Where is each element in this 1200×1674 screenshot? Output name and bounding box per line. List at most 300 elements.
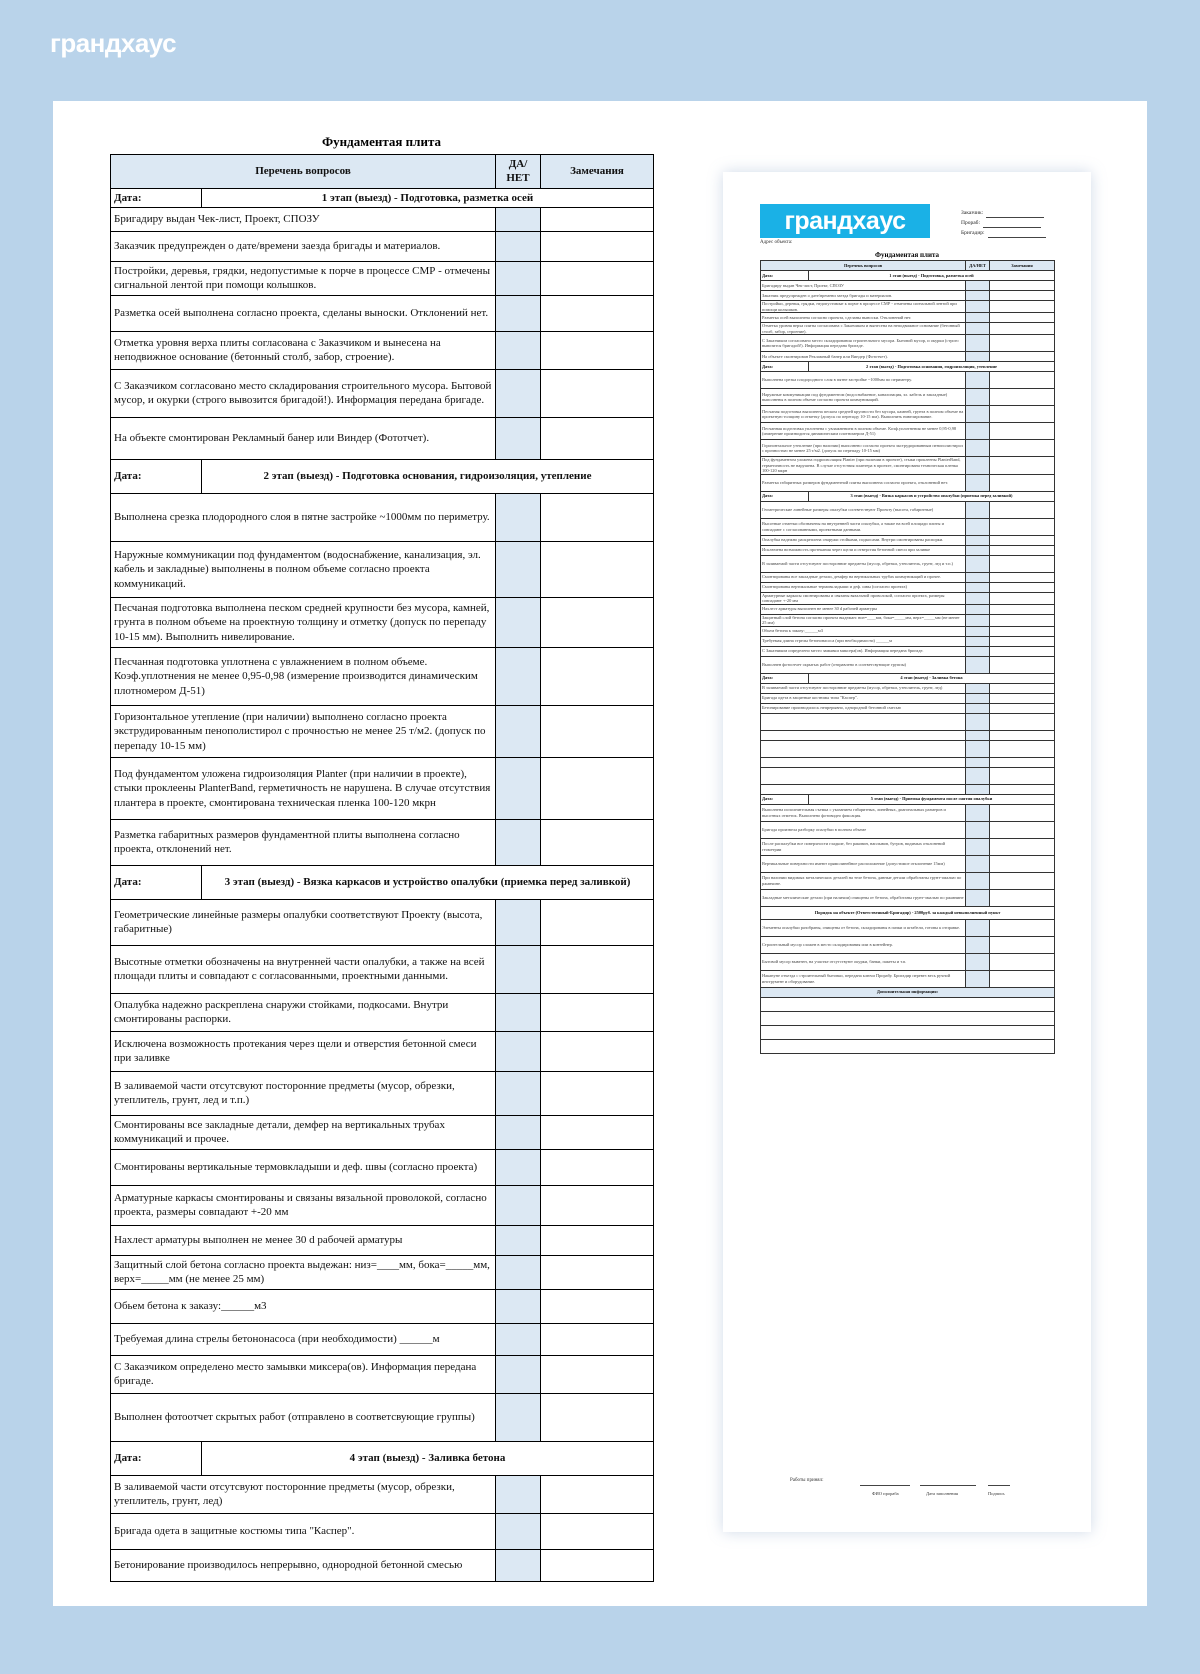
preview-row	[761, 535, 1055, 545]
preview-notes-cell	[990, 518, 1055, 535]
yesno-cell[interactable]	[496, 705, 541, 757]
yesno-cell[interactable]	[496, 261, 541, 295]
preview-notes-cell	[990, 757, 1055, 767]
stage-title: 2 этап (выезд) - Подготовка основания, гидроизоляция, утепление	[202, 459, 654, 493]
notes-cell[interactable]	[541, 819, 654, 865]
table-header	[111, 155, 654, 189]
preview-notes-cell	[990, 953, 1055, 970]
yesno-cell[interactable]	[496, 1225, 541, 1255]
preview-yesno-cell	[966, 767, 990, 784]
yesno-cell[interactable]	[496, 597, 541, 647]
preview-question: Бригада одета в защитные костюмы типа "Каспер".	[761, 693, 966, 703]
notes-cell[interactable]	[541, 231, 654, 261]
preview-row	[761, 518, 1055, 535]
preview-notes-cell	[990, 821, 1055, 838]
preview-yesno-cell	[966, 301, 990, 313]
checklist-question: Наружные коммуникации под фундаментом (водоснабжение, канализация, эл. кабель и закладные) выполнены в полном объеме согласно проекта коммуникаций.	[111, 541, 496, 597]
notes-cell[interactable]	[541, 1289, 654, 1323]
header-notes: Замечания	[541, 155, 654, 189]
preview-notes-cell	[990, 535, 1055, 545]
preview-notes-cell	[990, 683, 1055, 693]
preview-question	[761, 784, 966, 794]
preview-row	[761, 855, 1055, 872]
checklist-row	[111, 1255, 654, 1289]
notes-cell[interactable]	[541, 705, 654, 757]
stage-date-label[interactable]: Дата:	[111, 188, 202, 207]
checklist-question: Постройки, деревья, грядки, недопустимые к порче в процессе СМР - отмечены сигнальной лентой при помощи колышков.	[111, 261, 496, 295]
notes-cell[interactable]	[541, 417, 654, 459]
preview-row	[761, 592, 1055, 604]
checklist-question: На объекте смонтирован Рекламный банер или Виндер (Фототчет).	[111, 417, 496, 459]
stage-date-label[interactable]: Дата:	[111, 865, 202, 899]
preview-question: Накануне отъезда с строительный бытовки, передана ключи Прорабу. Бригадир перевез весь ручной инструмент и оборудование.	[761, 970, 966, 987]
notes-cell[interactable]	[541, 331, 654, 369]
preview-row	[761, 683, 1055, 693]
preview-row	[761, 372, 1055, 389]
checklist-question: Защитный слой бетона согласно проекта выдежан: низ=____мм, бока=_____мм, верх=_____мм (не менее 25 мм)	[111, 1255, 496, 1289]
checklist-question: Высотные отметки обозначены на внутренней части опалубки, а также на всей площади плиты и совпадают с согласованными, проектными данными.	[111, 945, 496, 993]
preview-row	[761, 636, 1055, 646]
checklist-question: Бригада одета в защитные костюмы типа "Каспер".	[111, 1513, 496, 1549]
preview-notes-cell	[990, 501, 1055, 518]
stage-title: 1 этап (выезд) - Подготовка, разметка осей	[202, 188, 654, 207]
checklist-table	[110, 154, 654, 1582]
checklist-row	[111, 231, 654, 261]
checklist-row	[111, 1115, 654, 1149]
stage-title: 4 этап (выезд) - Заливка бетона	[202, 1441, 654, 1475]
yesno-cell[interactable]	[496, 1549, 541, 1581]
preview-yesno-cell	[966, 406, 990, 423]
preview-yesno-cell	[966, 457, 990, 475]
checklist-row	[111, 1185, 654, 1225]
preview-notes-cell	[990, 872, 1055, 889]
preview-yesno-cell	[966, 423, 990, 440]
yesno-cell[interactable]	[496, 757, 541, 819]
preview-row	[761, 423, 1055, 440]
preview-question	[761, 767, 966, 784]
preview-question: С Заказчиком согласовано место складирования строительного мусора. Бытовой мусор, и окурки (строго вывозится бригадой!). Информация передана бригаде.	[761, 335, 966, 352]
preview-notes-cell	[990, 626, 1055, 636]
yesno-cell[interactable]	[496, 1149, 541, 1185]
yesno-cell[interactable]	[496, 945, 541, 993]
notes-cell[interactable]	[541, 1115, 654, 1149]
yesno-cell[interactable]	[496, 899, 541, 945]
preview-question	[761, 740, 966, 757]
preview-notes-cell	[990, 592, 1055, 604]
checklist-question: Отметка уровня верха плиты согласована с Заказчиком и вынесена на неподвижное основание (бетонный столб, забор, строение).	[111, 331, 496, 369]
notes-cell[interactable]	[541, 1549, 654, 1581]
preview-extra-title-row	[761, 987, 1055, 997]
yesno-cell[interactable]	[496, 1185, 541, 1225]
preview-stage-title: 3 этап (выезд) - Вязка каркасов и устройство опалубки (приемка перед заливкой)	[809, 491, 1055, 501]
header-questions: Перечень вопросов	[111, 155, 496, 189]
preview-blank-cell	[761, 1039, 1055, 1053]
preview-notes-cell	[990, 693, 1055, 703]
checklist-row	[111, 1225, 654, 1255]
checklist-row	[111, 597, 654, 647]
preview-yesno-cell	[966, 335, 990, 352]
checklist-row	[111, 295, 654, 331]
preview-question: На объекте смонтирован Рекламный банер или Виндер (Фототчет).	[761, 352, 966, 362]
preview-question: Постройки, деревья, грядки, недопустимые к порче в процессе СМР - отмечены сигнальной лентой при помощи колышков.	[761, 301, 966, 313]
checklist-question: Разметка габаритных размеров фундаментной плиты выполнена согласно проекта, отклонений нет.	[111, 819, 496, 865]
preview-yesno-cell	[966, 730, 990, 740]
preview-row	[761, 953, 1055, 970]
preview-yesno-cell	[966, 804, 990, 821]
notes-cell[interactable]	[541, 1475, 654, 1513]
preview-row	[761, 919, 1055, 936]
checklist-row	[111, 757, 654, 819]
preview-notes-cell	[990, 406, 1055, 423]
preview-yesno-cell	[966, 656, 990, 673]
preview-question: Опалубка надежно раскреплена снаружи стойками, подкосами. Внутри смонтированы распорки.	[761, 535, 966, 545]
checklist-row	[111, 207, 654, 231]
preview-question: Песчаная подготовка выполнена песком средней крупности без мусора, камней, грунта в полном объеме на проектную толщину и отметку (допуск по перепаду 10-15 мм). Выполнить нивелирование.	[761, 406, 966, 423]
checklist-question: В заливаемой части отсутсвуют посторонние предметы (мусор, обрезки, утеплитель, грунт, лед и т.п.)	[111, 1071, 496, 1115]
preview-notes-cell	[990, 474, 1055, 491]
preview-yesno-cell	[966, 501, 990, 518]
yesno-cell[interactable]	[496, 417, 541, 459]
preview-header-yesno: ДА/НЕТ	[966, 261, 990, 271]
checklist-row	[111, 1475, 654, 1513]
preview-row	[761, 572, 1055, 582]
preview-notes-cell	[990, 389, 1055, 406]
yesno-cell[interactable]	[496, 647, 541, 705]
notes-cell[interactable]	[541, 1513, 654, 1549]
preview-question: Горизонтальное утепление (при наличии) выполнено согласно проекта экструдированным пенополистирол с прочностью не менее 25 т/м2. (допуск по перепаду 10-15 мм)	[761, 440, 966, 457]
stage-date-label[interactable]: Дата:	[111, 1441, 202, 1475]
preview-notes-cell	[990, 301, 1055, 313]
preview-question: Элементы опалубки разобраны, очищены от бетона, складированы в пачки и штабели, готовы к отправке.	[761, 919, 966, 936]
checklist-row	[111, 1549, 654, 1581]
preview-yesno-cell	[966, 582, 990, 592]
checklist-question: Нахлест арматуры выполнен не менее 30 d рабочей арматуры	[111, 1225, 496, 1255]
notes-cell[interactable]	[541, 757, 654, 819]
checklist-question: Под фундаментом уложена гидроизоляция Planter (при наличии в проекте), стыки проклеены PlanterBand, герметичность не нарушена. В случае отсутствия плантера в проекте, смонтирована техническая пленка 100-120 мкрн	[111, 757, 496, 819]
preview-question: Защитный слой бетона согласно проекта выдежан: низ=____мм, бока=_____мм, верх=_____мм (не менее 25 мм)	[761, 614, 966, 626]
preview-yesno-cell	[966, 572, 990, 582]
notes-cell[interactable]	[541, 1071, 654, 1115]
preview-signature-caption: Подпись	[988, 1491, 1005, 1496]
notes-cell[interactable]	[541, 993, 654, 1031]
preview-header-row	[761, 261, 1055, 271]
preview-yesno-cell	[966, 352, 990, 362]
checklist-question: Выполнена срезка плодородного слоя в пятне застройке ~1000мм по периметру.	[111, 493, 496, 541]
yesno-cell[interactable]	[496, 1071, 541, 1115]
yesno-cell[interactable]	[496, 1323, 541, 1355]
preview-yesno-cell	[966, 281, 990, 291]
stage-date-label[interactable]: Дата:	[111, 459, 202, 493]
preview-notes-cell	[990, 352, 1055, 362]
yesno-cell[interactable]	[496, 207, 541, 231]
preview-logo: грандхаус	[760, 204, 930, 238]
preview-notes-cell	[990, 713, 1055, 730]
preview-notes-cell	[990, 335, 1055, 352]
preview-stage-row	[761, 794, 1055, 804]
preview-yesno-cell	[966, 291, 990, 301]
notes-cell[interactable]	[541, 1225, 654, 1255]
preview-row	[761, 767, 1055, 784]
preview-notes-cell	[990, 604, 1055, 614]
preview-row	[761, 740, 1055, 757]
preview-question: При наличии видимых металических деталей на теле бетона, данные детали обработаны грунт-эмалью по ржавчине.	[761, 872, 966, 889]
yesno-cell[interactable]	[496, 369, 541, 417]
preview-row	[761, 474, 1055, 491]
checklist-preview	[723, 172, 1091, 1532]
yesno-cell[interactable]	[496, 331, 541, 369]
preview-notes-cell	[990, 323, 1055, 335]
yesno-cell[interactable]	[496, 1031, 541, 1071]
notes-cell[interactable]	[541, 1149, 654, 1185]
preview-notes-cell	[990, 889, 1055, 906]
preview-row	[761, 784, 1055, 794]
checklist-row	[111, 493, 654, 541]
checklist-question: Исключена возможность протекания через щели и отверстия бетонной смеси при заливке	[111, 1031, 496, 1071]
preview-yesno-cell	[966, 518, 990, 535]
yesno-cell[interactable]	[496, 1255, 541, 1289]
preview-question: Закладные металические детали (при наличии) очищены от бетона, обработаны грунт-эмалью по ржавчине	[761, 889, 966, 906]
preview-yesno-cell	[966, 713, 990, 730]
yesno-cell[interactable]	[496, 231, 541, 261]
brand-logo: грандхаус	[50, 28, 177, 58]
preview-question: Наружные коммуникации под фундаментом (водоснабжение, канализация, эл. кабель и закладные) выполнены в полном объеме согласно проекта коммуникаций.	[761, 389, 966, 406]
preview-question: Смонтированы все закладные детали, демфер на вертикальных трубах коммуникаций и прочее.	[761, 572, 966, 582]
yesno-cell[interactable]	[496, 819, 541, 865]
preview-notes-cell	[990, 372, 1055, 389]
yesno-cell[interactable]	[496, 1115, 541, 1149]
notes-cell[interactable]	[541, 945, 654, 993]
preview-question: Разметка габаритных размеров фундаментной плиты выполнена согласно проекта, отклонений нет.	[761, 474, 966, 491]
preview-question: С Заказчиком определено место замывки миксера(ов). Информация передана бригаде.	[761, 646, 966, 656]
preview-signature-caption: ФИО прораба	[872, 1491, 899, 1496]
checklist-question: Смонтированы вертикальные термовкладыши и деф. швы (согласно проекта)	[111, 1149, 496, 1185]
preview-question: Бригадиру выдан Чек-лист, Проект, СПОЗУ	[761, 281, 966, 291]
form-title: Фундаментая плита	[322, 134, 441, 149]
notes-cell[interactable]	[541, 899, 654, 945]
notes-cell[interactable]	[541, 541, 654, 597]
checklist-question: Выполнен фотоотчет скрытых работ (отправлено в соответсвующие группы)	[111, 1393, 496, 1441]
notes-cell[interactable]	[541, 207, 654, 231]
preview-notes-cell	[990, 457, 1055, 475]
notes-cell[interactable]	[541, 1323, 654, 1355]
checklist-question: Песчанная подготовка уплотнена с увлажнением в полном объеме. Коэф.уплотнения не менее 0,95-0,98 (измерение производится динамическим плотномером Д-51)	[111, 647, 496, 705]
preview-yesno-cell	[966, 545, 990, 555]
preview-stage-row	[761, 491, 1055, 501]
preview-blank-row	[761, 1039, 1055, 1053]
preview-notes-cell	[990, 936, 1055, 953]
yesno-cell[interactable]	[496, 1355, 541, 1393]
preview-notes-cell	[990, 572, 1055, 582]
checklist-row	[111, 647, 654, 705]
checklist-row	[111, 1513, 654, 1549]
yesno-cell[interactable]	[496, 295, 541, 331]
preview-notes-cell	[990, 313, 1055, 323]
preview-yesno-cell	[966, 389, 990, 406]
checklist-row	[111, 1355, 654, 1393]
preview-question: Выполнена срезка плодородного слоя в пятне застройке ~1000мм по периметру.	[761, 372, 966, 389]
preview-notes-cell	[990, 838, 1055, 855]
preview-notes-cell	[990, 291, 1055, 301]
preview-row	[761, 389, 1055, 406]
yesno-cell[interactable]	[496, 1393, 541, 1441]
preview-notes-cell	[990, 730, 1055, 740]
checklist-question: Требуемая длина стрелы бетононасоса (при необходимости) ______м	[111, 1323, 496, 1355]
notes-cell[interactable]	[541, 597, 654, 647]
preview-row	[761, 626, 1055, 636]
checklist-row	[111, 1031, 654, 1071]
preview-blank-row	[761, 1011, 1055, 1025]
preview-stage-date: Дата:	[761, 271, 809, 281]
preview-yesno-cell	[966, 936, 990, 953]
notes-cell[interactable]	[541, 1185, 654, 1225]
preview-question: Отметка уровня верха плиты согласована с Заказчиком и вынесена на неподвижное основание (бетонный столб, забор, строение).	[761, 323, 966, 335]
checklist-question: Разметка осей выполнена согласно проекта, сделаны выноски. Отклонений нет.	[111, 295, 496, 331]
checklist-question: Песчаная подготовка выполнена песком средней крупности без мусора, камней, грунта в полном объеме на проектную толщину и отметку (допуск по перепаду 10-15 мм). Выполнить нивелирование.	[111, 597, 496, 647]
checklist-question: Геометрические линейные размеры опалубки соответствуют Проекту (высота, габаритные)	[111, 899, 496, 945]
preview-row	[761, 970, 1055, 987]
preview-yesno-cell	[966, 555, 990, 572]
preview-question: Бригада произвела разборку опалубки в полном объеме	[761, 821, 966, 838]
preview-row	[761, 545, 1055, 555]
preview-notes-cell	[990, 281, 1055, 291]
preview-yesno-cell	[966, 535, 990, 545]
stage-header-row	[111, 459, 654, 493]
stage-header-row	[111, 865, 654, 899]
yesno-cell[interactable]	[496, 993, 541, 1031]
preview-question	[761, 730, 966, 740]
checklist-question: Бетонирование производилось непрерывно, однородной бетонной смесью	[111, 1549, 496, 1581]
preview-yesno-cell	[966, 474, 990, 491]
yesno-cell[interactable]	[496, 493, 541, 541]
notes-cell[interactable]	[541, 261, 654, 295]
preview-notes-cell	[990, 804, 1055, 821]
preview-question: Требуемая длина стрелы бетононасоса (при необходимости) ______м	[761, 636, 966, 646]
checklist-question: Заказчик предупрежден о дате/времени заезда бригады и материалов.	[111, 231, 496, 261]
preview-row	[761, 821, 1055, 838]
preview-question: Выполнена исполнительная съемка с указанием габаритных, линейных, диагональных размеров и высотных отметок. Выполнено фотовидео фиксация.	[761, 804, 966, 821]
preview-question: Высотные отметки обозначены на внутренней части опалубки, а также на всей площади плиты и совпадают с согласованными, проектными данными.	[761, 518, 966, 535]
preview-question: Выполнен фотоотчет скрытых работ (отправлено в соответсвующие группы)	[761, 656, 966, 673]
preview-question: Геометрические линейные размеры опалубки соответствуют Проекту (высота, габаритные)	[761, 501, 966, 518]
notes-cell[interactable]	[541, 295, 654, 331]
preview-notes-cell	[990, 614, 1055, 626]
yesno-cell[interactable]	[496, 1513, 541, 1549]
preview-notes-cell	[990, 767, 1055, 784]
preview-yesno-cell	[966, 372, 990, 389]
preview-yesno-cell	[966, 821, 990, 838]
preview-yesno-cell	[966, 970, 990, 987]
preview-field: Заказчик:	[961, 208, 1046, 218]
preview-notes-cell	[990, 740, 1055, 757]
header-yesno: ДА/НЕТ	[496, 155, 541, 189]
preview-notes-cell	[990, 423, 1055, 440]
preview-yesno-cell	[966, 953, 990, 970]
notes-cell[interactable]	[541, 1355, 654, 1393]
preview-row	[761, 352, 1055, 362]
preview-row	[761, 703, 1055, 713]
checklist-row	[111, 331, 654, 369]
preview-stage-row	[761, 362, 1055, 372]
preview-yesno-cell	[966, 626, 990, 636]
checklist-row	[111, 899, 654, 945]
checklist-question: С Заказчиком определено место замывки миксера(ов). Информация передана бригаде.	[111, 1355, 496, 1393]
preview-row	[761, 440, 1055, 457]
preview-row	[761, 281, 1055, 291]
preview-question: Обьем бетона к заказу:______м3	[761, 626, 966, 636]
preview-notes-cell	[990, 784, 1055, 794]
preview-question: Вертикальные поверхности имеют прямолинейное расположение (допустимое отклонение 15мм)	[761, 855, 966, 872]
yesno-cell[interactable]	[496, 1289, 541, 1323]
notes-cell[interactable]	[541, 647, 654, 705]
preview-stage-row	[761, 271, 1055, 281]
preview-stage-date: Дата:	[761, 362, 809, 372]
preview-stage-date: Дата:	[761, 491, 809, 501]
preview-row	[761, 889, 1055, 906]
preview-blank-cell	[761, 997, 1055, 1011]
preview-notes-cell	[990, 646, 1055, 656]
preview-question: Бытовой мусор вывезен, на участке отсутствуют окурки, банки, пакеты и т.п.	[761, 953, 966, 970]
preview-row	[761, 501, 1055, 518]
notes-cell[interactable]	[541, 1393, 654, 1441]
preview-notes-cell	[990, 855, 1055, 872]
preview-question: Разметка осей выполнена согласно проекта, сделаны выноски. Отклонений нет.	[761, 313, 966, 323]
notes-cell[interactable]	[541, 493, 654, 541]
preview-row	[761, 804, 1055, 821]
preview-extra-title: Дополнительная информация:	[761, 987, 1055, 997]
preview-row	[761, 323, 1055, 335]
notes-cell[interactable]	[541, 1255, 654, 1289]
preview-table	[760, 260, 1055, 1054]
preview-yesno-cell	[966, 784, 990, 794]
notes-cell[interactable]	[541, 369, 654, 417]
preview-notes-cell	[990, 919, 1055, 936]
preview-question: Строительный мусор сложен в место складирования или в контейнер.	[761, 936, 966, 953]
preview-row	[761, 693, 1055, 703]
preview-yesno-cell	[966, 919, 990, 936]
checklist-question: Обьем бетона к заказу:______м3	[111, 1289, 496, 1323]
preview-yesno-cell	[966, 646, 990, 656]
yesno-cell[interactable]	[496, 541, 541, 597]
preview-stage-title: 5 этап (выезд) - Приемка фундамента после снятия опалубки	[809, 794, 1055, 804]
checklist-row	[111, 819, 654, 865]
yesno-cell[interactable]	[496, 1475, 541, 1513]
checklist-question: С Заказчиком согласовано место складирования строительного мусора. Бытовой мусор, и окурки (строго вывозится бригадой!). Информация передана бригаде.	[111, 369, 496, 417]
checklist-question: Арматурные каркасы смонтированы и связаны вязальной проволокой, согласно проекта, размеры совпадают +-20 мм	[111, 1185, 496, 1225]
checklist-row	[111, 541, 654, 597]
preview-question	[761, 713, 966, 730]
preview-question	[761, 757, 966, 767]
preview-question: Нахлест арматуры выполнен не менее 30 d рабочей арматуры	[761, 604, 966, 614]
checklist-row	[111, 1289, 654, 1323]
preview-address-label: Адрес объекта:	[760, 240, 793, 245]
preview-row	[761, 406, 1055, 423]
checklist-row	[111, 417, 654, 459]
checklist-row	[111, 1149, 654, 1185]
preview-order-title-row	[761, 906, 1055, 919]
preview-yesno-cell	[966, 313, 990, 323]
preview-notes-cell	[990, 656, 1055, 673]
preview-notes-cell	[990, 545, 1055, 555]
stage-title: 3 этап (выезд) - Вязка каркасов и устройство опалубки (приемка перед заливкой)	[202, 865, 654, 899]
checklist-row	[111, 1323, 654, 1355]
preview-blank-cell	[761, 1011, 1055, 1025]
checklist-question: Горизонтальное утепление (при наличии) выполнено согласно проекта экструдированным пенополистирол с прочностью не менее 25 т/м2. (допуск по перепаду 10-15 мм)	[111, 705, 496, 757]
preview-order-title: Порядок на объекте (Ответственный-Бригадир) - 2500руб. за каждый невыполненный пункт	[761, 906, 1055, 919]
preview-yesno-cell	[966, 636, 990, 646]
preview-notes-cell	[990, 970, 1055, 987]
preview-row	[761, 291, 1055, 301]
notes-cell[interactable]	[541, 1031, 654, 1071]
